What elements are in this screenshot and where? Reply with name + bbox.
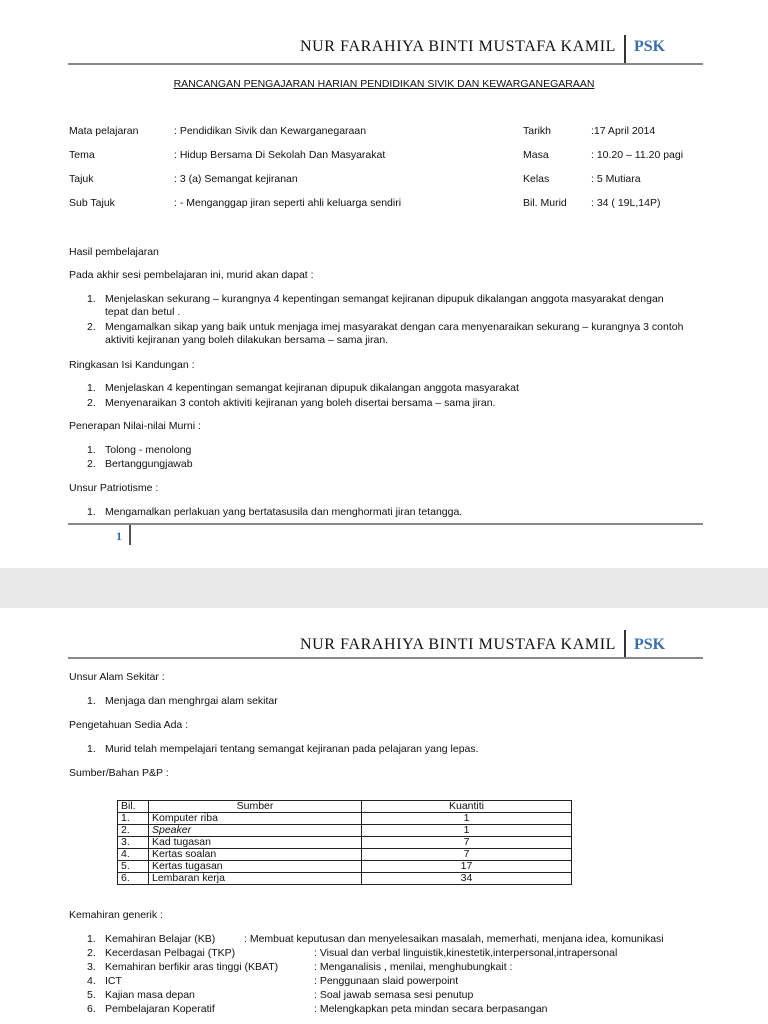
tajuk-label: Tajuk	[69, 173, 94, 185]
list-number: 1.	[87, 382, 96, 394]
list-number: 1.	[87, 743, 96, 755]
page-number: 1	[116, 529, 122, 543]
table-header-cell: Sumber	[149, 801, 362, 813]
kemahiran-heading: Kemahiran generik :	[69, 909, 163, 921]
mata-label: Mata pelajaran	[69, 125, 139, 137]
kemahiran-item-label: Kajian masa depan	[105, 989, 195, 1001]
resource-table	[117, 800, 572, 885]
table-cell: 7	[362, 837, 572, 849]
murid-value: : 34 ( 19L,14P)	[591, 197, 661, 209]
table-cell: 1.	[118, 813, 149, 825]
header-rule	[68, 63, 703, 65]
pengetahuan-heading: Pengetahuan Sedia Ada :	[69, 719, 189, 731]
header-rule	[68, 657, 703, 659]
kemahiran-item-label: ICT	[105, 975, 122, 987]
table-row	[118, 813, 572, 825]
kemahiran-item-value: : Visual dan verbal linguistik,kinestetik,interpersonal,intrapersonal	[314, 947, 618, 959]
table-header-cell: Bil.	[118, 801, 149, 813]
hasil-item-2-line-2: aktiviti kejiranan yang boleh dilakukan bersama – sama jiran.	[105, 334, 389, 346]
tarikh-value: :17 April 2014	[591, 125, 656, 137]
list-number: 4.	[87, 975, 96, 987]
table-header-cell: Kuantiti	[362, 801, 572, 813]
list-number: 2.	[87, 947, 96, 959]
kemahiran-item-value: : Soal jawab semasa sesi penutup	[314, 989, 474, 1001]
kemahiran-item-label: Kemahiran Belajar (KB)	[105, 933, 216, 945]
masa-value: : 10.20 – 11.20 pagi	[591, 149, 684, 161]
table-cell: 6.	[118, 873, 149, 885]
table-cell: 17	[362, 861, 572, 873]
list-number: 2.	[87, 458, 96, 470]
list-number: 1.	[87, 695, 96, 707]
table-cell: 1	[362, 813, 572, 825]
tarikh-label: Tarikh	[523, 125, 552, 137]
kemahiran-item-value: : Penggunaan slaid powerpoint	[314, 975, 459, 987]
hasil-item-1-line-1: Menjelaskan sekurang – kurangnya 4 kepentingan semangat kejiranan dipupuk dikalangan anggota masyarakat dengan	[105, 293, 664, 305]
list-number: 6.	[87, 1003, 96, 1015]
hasil-item-2-line-1: Mengamalkan sikap yang baik untuk menjaga imej masyarakat dengan cara menyenaraikan sekurang – kurangnya 3 contoh	[105, 321, 684, 333]
patriotisme-heading: Unsur Patriotisme :	[69, 482, 159, 494]
tema-label: Tema	[69, 149, 95, 161]
table-cell: 34	[362, 873, 572, 885]
kemahiran-item-value: : Menganalisis , menilai, menghubungkait :	[314, 961, 513, 973]
ringkasan-heading: Ringkasan Isi Kandungan :	[69, 359, 195, 371]
pengetahuan-item-1: Murid telah mempelajari tentang semangat kejiranan pada pelajaran yang lepas.	[105, 743, 479, 755]
subtajuk-label: Sub Tajuk	[69, 197, 115, 209]
table-row	[118, 849, 572, 861]
kemahiran-item-label: Pembelajaran Koperatif	[105, 1003, 215, 1015]
table-cell: Speaker	[149, 825, 362, 837]
table-cell: Kertas tugasan	[149, 861, 362, 873]
table-header-row	[118, 801, 572, 813]
table-row	[118, 873, 572, 885]
masa-label: Masa	[523, 149, 549, 161]
kemahiran-item-value: : Melengkapkan peta mindan secara berpasangan	[314, 1003, 548, 1015]
header-name: NUR FARAHIYA BINTI MUSTAFA KAMIL	[299, 636, 616, 653]
header-separator	[624, 630, 626, 658]
kemahiran-item-value: : Membuat keputusan dan menyelesaikan masalah, memerhati, menjana idea, komunikasi	[244, 933, 664, 945]
list-number: 3.	[87, 961, 96, 973]
murid-label: Bil. Murid	[523, 197, 567, 209]
kelas-label: Kelas	[523, 173, 550, 185]
ringkasan-item-2: Menyenaraikan 3 contoh aktiviti kejiranan yang boleh disertai bersama – sama jiran.	[105, 397, 496, 409]
table-row	[118, 861, 572, 873]
list-number: 2.	[87, 397, 96, 409]
tajuk-value: : 3 (a) Semangat kejiranan	[174, 173, 298, 185]
subtajuk-value: : - Menganggap jiran seperti ahli keluarga sendiri	[174, 197, 402, 209]
kemahiran-item-label: Kemahiran berfikir aras tinggi (KBAT)	[105, 961, 279, 973]
list-number: 2.	[87, 321, 96, 333]
alam-item-1: Menjaga dan menghrgai alam sekitar	[105, 695, 278, 707]
list-number: 1.	[87, 933, 96, 945]
hasil-intro: Pada akhir sesi pembelajaran ini, murid akan dapat :	[69, 269, 314, 281]
footer-separator	[129, 525, 131, 545]
table-row	[118, 825, 572, 837]
table-cell: Komputer riba	[149, 813, 362, 825]
document-title: RANCANGAN PENGAJARAN HARIAN PENDIDIKAN SIVIK DAN KEWARGANEGARAAN	[173, 78, 595, 90]
table-cell: 3.	[118, 837, 149, 849]
kemahiran-item-label: Kecerdasan Pelbagai (TKP)	[105, 947, 236, 959]
alam-heading: Unsur Alam Sekitar :	[69, 671, 165, 683]
table-cell: Kad tugasan	[149, 837, 362, 849]
tema-value: : Hidup Bersama Di Sekolah Dan Masyarakat	[174, 149, 386, 161]
table-cell: 2.	[118, 825, 149, 837]
sumber-heading: Sumber/Bahan P&P :	[69, 767, 169, 779]
header-name: NUR FARAHIYA BINTI MUSTAFA KAMIL	[299, 38, 616, 55]
nilai-item-2: Bertanggungjawab	[105, 458, 193, 470]
kelas-value: : 5 Mutiara	[591, 173, 641, 185]
patriotisme-item-1: Mengamalkan perlakuan yang bertatasusila dan menghormati jiran tetangga.	[105, 506, 463, 518]
table-cell: 5.	[118, 861, 149, 873]
table-cell: Lembaran kerja	[149, 873, 362, 885]
mata-value: : Pendidikan Sivik dan Kewarganegaraan	[174, 125, 367, 137]
list-number: 1.	[87, 444, 96, 456]
hasil-heading: Hasil pembelajaran	[69, 246, 159, 258]
table-cell: 7	[362, 849, 572, 861]
list-number: 1.	[87, 506, 96, 518]
list-number: 5.	[87, 989, 96, 1001]
ringkasan-item-1: Menjelaskan 4 kepentingan semangat kejiranan dipupuk dikalangan anggota masyarakat	[105, 382, 519, 394]
footer-rule	[68, 523, 703, 525]
list-number: 1.	[87, 293, 96, 305]
hasil-item-1-line-2: tepat dan betul .	[105, 306, 181, 318]
table-row	[118, 837, 572, 849]
table-cell: 1	[362, 825, 572, 837]
header-code: PSK	[634, 38, 666, 55]
header-code: PSK	[634, 636, 666, 653]
nilai-item-1: Tolong - menolong	[105, 444, 192, 456]
header-separator	[624, 35, 626, 63]
table-cell: 4.	[118, 849, 149, 861]
nilai-heading: Penerapan Nilai-nilai Murni :	[69, 420, 201, 432]
table-cell: Kertas soalan	[149, 849, 362, 861]
